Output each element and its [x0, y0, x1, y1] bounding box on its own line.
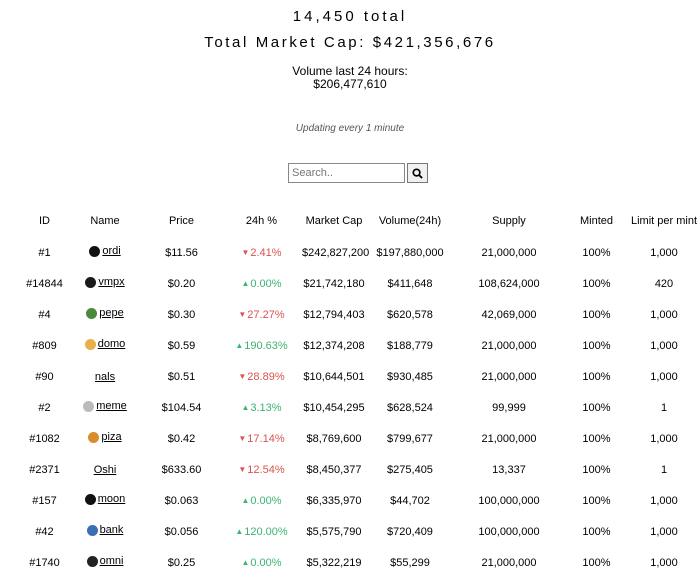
change-cell [222, 330, 301, 361]
arrow-down-icon: ▼ [241, 248, 250, 258]
token-id: #2 [38, 401, 51, 414]
search-input[interactable] [288, 163, 405, 183]
meme-face-icon [83, 401, 94, 412]
minted: 100% [582, 525, 611, 538]
minted: 100% [582, 432, 611, 445]
token-id: #2371 [29, 463, 60, 476]
column-header[interactable]: Limit per mint [630, 215, 698, 227]
bank-icon [87, 525, 98, 536]
table-row[interactable] [20, 268, 700, 299]
domo-icon [85, 339, 96, 350]
token-name-link[interactable]: nals [94, 370, 116, 383]
minted: 100% [582, 246, 611, 259]
token-table [20, 205, 700, 578]
change-value: 12.54% [247, 463, 285, 476]
supply: 108,624,000 [478, 277, 540, 290]
supply: 21,000,000 [481, 556, 537, 569]
moon-icon [85, 494, 96, 505]
token-name-wrap [87, 555, 124, 567]
market-cap: $21,742,180 [303, 277, 365, 290]
volume: $628,524 [387, 401, 433, 414]
volume-value: $206,477,610 [313, 77, 387, 91]
token-price: $0.063 [164, 494, 199, 507]
volume: $799,677 [387, 432, 433, 445]
token-price: $0.42 [167, 432, 196, 445]
token-name-wrap [85, 276, 124, 288]
token-name-link[interactable]: ordi [102, 245, 121, 258]
change-24h [241, 402, 281, 414]
market-cap: $6,335,970 [306, 494, 362, 507]
token-price: $0.056 [164, 525, 199, 538]
arrow-up-icon: ▲ [235, 341, 244, 351]
token-name-link[interactable]: vmpx [98, 276, 125, 289]
market-cap: $8,450,377 [306, 463, 362, 476]
table-row[interactable] [20, 361, 700, 392]
arrow-down-icon: ▼ [238, 434, 247, 444]
token-price: $11.56 [165, 246, 198, 259]
search-bar [288, 163, 428, 183]
table-row[interactable] [20, 547, 700, 578]
column-header[interactable]: Market Cap [305, 215, 363, 227]
volume: $55,299 [390, 556, 430, 569]
market-cap: $12,794,403 [303, 308, 365, 321]
supply: 13,337 [492, 463, 526, 476]
token-name-link[interactable]: bank [99, 524, 124, 537]
change-24h [235, 340, 287, 352]
change-value: 27.27% [247, 308, 285, 321]
change-cell [222, 454, 301, 485]
minted: 100% [582, 556, 611, 569]
change-cell [222, 268, 301, 299]
token-name-link[interactable]: Oshi [93, 463, 117, 476]
change-value: 2.41% [250, 246, 282, 259]
volume: $411,648 [387, 277, 433, 290]
pepe-frog-icon [86, 308, 97, 319]
vmpx-icon [85, 277, 96, 288]
column-header[interactable]: Volume(24h) [378, 215, 442, 227]
token-name-wrap [95, 371, 115, 383]
token-name-wrap [94, 464, 117, 476]
token-name-link[interactable]: meme [96, 400, 127, 413]
limit-per-mint: 1,000 [650, 432, 678, 445]
supply: 21,000,000 [481, 432, 537, 445]
change-cell [222, 392, 301, 423]
market-cap: $5,575,790 [306, 525, 362, 538]
change-24h [238, 371, 284, 383]
token-price: $0.30 [167, 308, 196, 321]
limit-per-mint: 1,000 [650, 308, 678, 321]
change-cell [222, 299, 301, 330]
arrow-down-icon: ▼ [238, 372, 247, 382]
change-cell [222, 485, 301, 516]
update-notice: Updating every 1 minute [295, 123, 405, 134]
token-name-wrap [85, 493, 126, 505]
token-name-cell [69, 299, 141, 330]
column-header[interactable]: Minted [579, 215, 614, 227]
token-name-cell [69, 454, 141, 485]
change-value: 0.00% [250, 556, 282, 569]
change-cell [222, 237, 301, 268]
token-name-wrap [83, 400, 127, 412]
token-name-cell [69, 423, 141, 454]
volume: $930,485 [387, 370, 433, 383]
token-name-wrap [85, 338, 126, 350]
minted: 100% [582, 401, 611, 414]
change-24h [241, 495, 281, 507]
token-name-link[interactable]: domo [97, 338, 126, 351]
volume: $275,405 [387, 463, 433, 476]
volume: $620,578 [387, 308, 433, 321]
volume-label: Volume last 24 hours: [292, 64, 408, 78]
limit-per-mint: 1,000 [650, 370, 678, 383]
change-24h [235, 526, 287, 538]
token-name-cell [69, 237, 141, 268]
market-cap: $10,454,295 [303, 401, 365, 414]
token-name-cell [69, 268, 141, 299]
change-24h [241, 557, 281, 569]
column-header[interactable]: Supply [492, 215, 526, 227]
change-value: 120.00% [244, 525, 288, 538]
token-name-wrap [89, 245, 120, 257]
change-24h [238, 309, 284, 321]
change-24h [238, 433, 284, 445]
arrow-up-icon: ▲ [241, 403, 250, 413]
minted: 100% [582, 370, 611, 383]
token-price: $0.20 [167, 277, 196, 290]
supply: 21,000,000 [481, 339, 537, 352]
change-value: 3.13% [250, 401, 282, 414]
token-price: $0.51 [167, 370, 196, 383]
limit-per-mint: 1,000 [650, 246, 678, 259]
supply: 21,000,000 [481, 370, 537, 383]
token-name-cell [69, 330, 141, 361]
change-24h [241, 278, 281, 290]
market-cap: $12,374,208 [303, 339, 365, 352]
supply: 21,000,000 [481, 246, 537, 259]
minted: 100% [582, 308, 611, 321]
table-row[interactable] [20, 299, 700, 330]
supply: 100,000,000 [478, 494, 540, 507]
token-id: #42 [35, 525, 54, 538]
limit-per-mint: 420 [654, 277, 674, 290]
token-id: #90 [35, 370, 54, 383]
minted: 100% [582, 339, 611, 352]
change-24h [241, 247, 281, 259]
table-row[interactable] [20, 454, 700, 485]
arrow-up-icon: ▲ [235, 527, 244, 537]
token-id: #157 [32, 494, 57, 507]
limit-per-mint: 1,000 [650, 525, 678, 538]
search-icon [412, 168, 423, 179]
token-name-link[interactable]: piza [101, 431, 122, 444]
column-header[interactable]: 24h % [245, 215, 278, 227]
limit-per-mint: 1,000 [650, 339, 678, 352]
change-cell [222, 361, 301, 392]
minted: 100% [582, 494, 611, 507]
limit-per-mint: 1 [660, 401, 668, 414]
market-cap: $8,769,600 [306, 432, 362, 445]
supply: 42,069,000 [481, 308, 537, 321]
token-name-link[interactable]: pepe [99, 307, 124, 320]
ordi-icon [89, 246, 100, 257]
minted: 100% [582, 277, 611, 290]
token-name-cell [69, 516, 141, 547]
change-value: 17.14% [247, 432, 285, 445]
limit-per-mint: 1,000 [650, 494, 678, 507]
change-cell [222, 423, 301, 454]
pizza-icon [88, 432, 99, 443]
table-header [20, 205, 700, 237]
token-id: #1740 [29, 556, 60, 569]
token-price: $0.59 [167, 339, 196, 352]
limit-per-mint: 1,000 [650, 556, 678, 569]
search-button[interactable] [407, 163, 428, 183]
table-row[interactable] [20, 392, 700, 423]
market-cap: $10,644,501 [303, 370, 365, 383]
token-name-cell [69, 361, 141, 392]
arrow-up-icon: ▲ [241, 279, 250, 289]
table-row[interactable] [20, 516, 700, 547]
total-market-cap: Total Market Cap: $421,356,676 [204, 34, 496, 51]
token-id: #14844 [26, 277, 63, 290]
token-id: #1 [38, 246, 51, 259]
token-price: $0.25 [167, 556, 196, 569]
token-name-cell [69, 547, 141, 578]
token-name-link[interactable]: moon [97, 493, 126, 506]
volume: $720,409 [387, 525, 433, 538]
table-row[interactable] [20, 423, 700, 454]
table-row[interactable] [20, 237, 700, 268]
change-value: 0.00% [250, 277, 282, 290]
arrow-up-icon: ▲ [241, 496, 250, 506]
omni-icon [87, 556, 98, 567]
column-header[interactable]: Name [90, 215, 120, 227]
change-value: 0.00% [250, 494, 282, 507]
token-name-cell [69, 485, 141, 516]
volume: $188,779 [387, 339, 433, 352]
token-price: $104.54 [161, 401, 202, 414]
arrow-up-icon: ▲ [241, 558, 250, 568]
token-name-wrap [87, 524, 124, 536]
token-name-cell [69, 392, 141, 423]
token-price: $633.60 [161, 463, 202, 476]
volume-24h [0, 65, 700, 91]
change-value: 190.63% [244, 339, 288, 352]
change-24h [238, 464, 284, 476]
market-cap: $5,322,219 [306, 556, 362, 569]
table-row[interactable] [20, 485, 700, 516]
market-cap: $242,827,200 [302, 246, 370, 259]
change-cell [222, 516, 301, 547]
total-count: 14,450 total [292, 8, 408, 25]
token-id: #4 [38, 308, 51, 321]
token-id: #809 [32, 339, 57, 352]
volume: $197,880,000 [376, 246, 444, 259]
volume: $44,702 [390, 494, 430, 507]
change-cell [222, 547, 301, 578]
column-header[interactable]: Price [168, 215, 195, 227]
token-name-wrap [88, 431, 121, 443]
arrow-down-icon: ▼ [238, 310, 247, 320]
supply: 100,000,000 [478, 525, 540, 538]
supply: 99,999 [492, 401, 526, 414]
table-row[interactable] [20, 330, 700, 361]
limit-per-mint: 1 [660, 463, 668, 476]
column-header[interactable]: ID [39, 215, 50, 227]
token-name-wrap [86, 307, 123, 319]
token-name-link[interactable]: omni [99, 555, 124, 568]
token-id: #1082 [29, 432, 60, 445]
minted: 100% [582, 463, 611, 476]
change-value: 28.89% [247, 370, 285, 383]
arrow-down-icon: ▼ [238, 465, 247, 475]
